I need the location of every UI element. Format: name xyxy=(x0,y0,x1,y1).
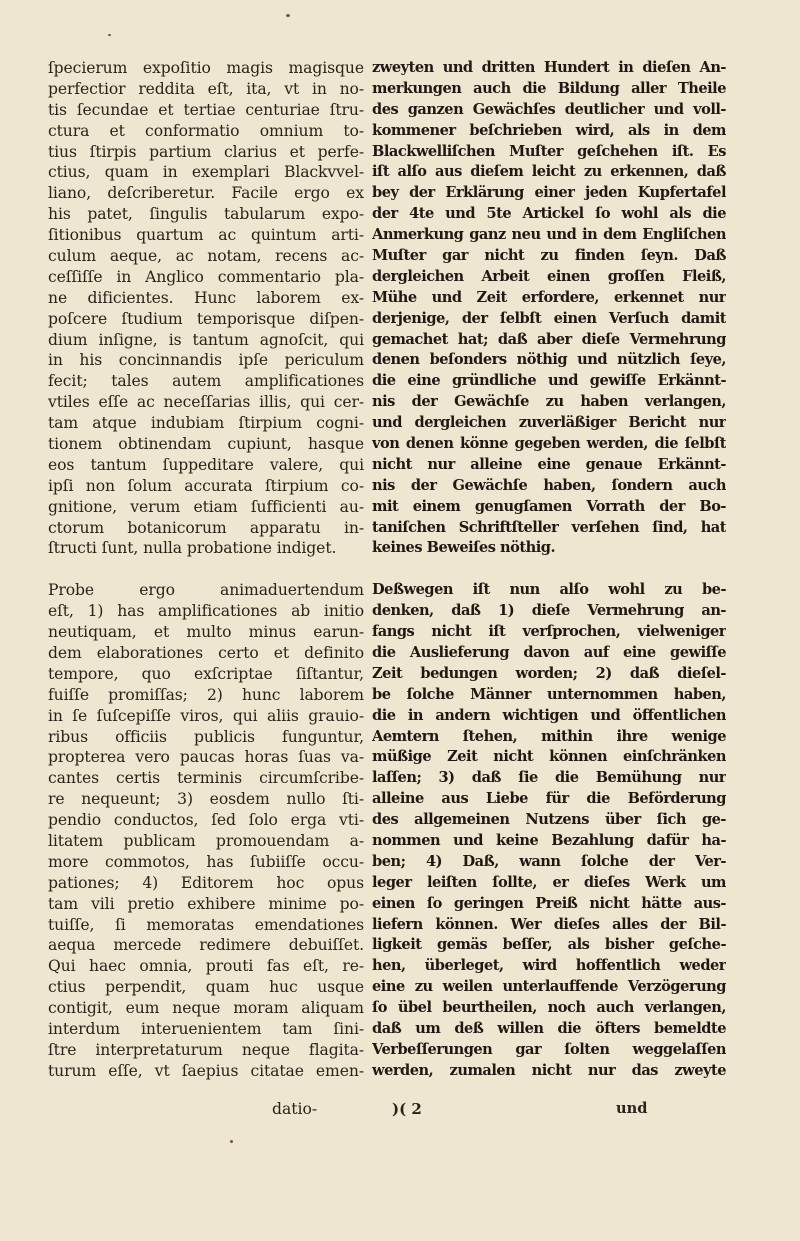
latin-column xyxy=(48,58,364,1082)
latin-line: ſtre interpretaturum neque flagita- xyxy=(48,1040,364,1059)
german-line: die Auslieferung davon auf eine gewiſſe xyxy=(372,643,726,661)
latin-line: ſpecierum expoſitio magis magisque xyxy=(48,59,364,77)
german-line: fangs nicht iſt verſprochen, vielweniger xyxy=(372,623,726,641)
latin-line: ceſſiſſe in Anglico commentario pla- xyxy=(48,267,364,286)
latin-line: his patet, ſingulis tabularum expo- xyxy=(48,205,364,224)
german-line: zweyten und dritten Hundert in dieſen An- xyxy=(372,59,726,76)
german-line: kommener beſchrieben wird, als in dem xyxy=(372,121,726,139)
latin-line: poſcere ſtudium temporisque diſpen- xyxy=(48,309,364,328)
latin-line: neutiquam, et multo minus earun- xyxy=(48,623,364,642)
german-line: merkungen auch die Bildung aller Theile xyxy=(372,79,726,97)
latin-line: ſitionibus quartum ac quintum arti- xyxy=(48,226,364,245)
german-line: ligkeit gemäs beſſer, als bisher geſche- xyxy=(372,936,726,954)
latin-line: ipſi non ſolum accurata ſtirpium co- xyxy=(48,476,364,495)
german-paragraph-2 xyxy=(372,580,726,1081)
latin-line: culum aeque, ac notam, recens ac- xyxy=(48,247,364,266)
german-line: leger leiſten ſollte, er dieſes Werk um xyxy=(372,873,726,891)
german-line: Zeit bedungen worden; 2) daß dieſel- xyxy=(372,664,726,682)
german-line: alleine aus Liebe für die Beförderung xyxy=(372,790,726,808)
german-line: nicht nur alleine eine genaue Erkännt- xyxy=(372,455,726,473)
german-line: Verbeſſerungen gar ſolten weggelaſſen xyxy=(372,1040,726,1058)
latin-line: aequa mercede redimere debuiſſet. xyxy=(48,936,364,955)
german-line: Blackwelliſchen Muſter geſchehen iſt. Es xyxy=(372,142,726,160)
german-line: iſt alſo aus dieſem leicht zu erkennen, daß xyxy=(372,163,726,181)
latin-line: propterea vero paucas horas ſuas va- xyxy=(48,748,364,767)
latin-line: eſt, 1) has amplificationes ab initio xyxy=(48,602,364,621)
german-line: der 4te und 5te Artickel ſo wohl als die xyxy=(372,205,726,223)
latin-line: dem elaborationes certo et definito xyxy=(48,643,364,662)
latin-line: cantes certis terminis circumſcribe- xyxy=(48,769,364,788)
ink-speck xyxy=(230,1140,233,1143)
latin-line: more commotos, has ſubiiſſe occu- xyxy=(48,852,364,871)
german-line: bey der Erklärung einer jeden Kupfertafel xyxy=(372,184,726,202)
ink-speck xyxy=(108,34,111,36)
german-line: Muſter gar nicht zu finden ſeyn. Daß xyxy=(372,247,726,265)
latin-line: eos tantum ſuppeditare valere, qui xyxy=(48,455,364,474)
german-line: werden, zumalen nicht nur das zweyte xyxy=(372,1061,726,1079)
german-catchword: und xyxy=(616,1100,648,1117)
german-line: Anmerkung ganz neu und in dem Engliſchen xyxy=(372,226,726,244)
german-line: denken, daß 1) dieſe Vermehrung an- xyxy=(372,602,726,620)
german-line: ſo übel beurtheilen, noch auch verlangen, xyxy=(372,999,726,1017)
german-line: derjenige, der ſelbſt einen Verſuch damit xyxy=(372,309,726,327)
latin-line: ribus officiis publicis funguntur, xyxy=(48,727,364,746)
latin-line: tam atque indubiam ſtirpium cogni- xyxy=(48,414,364,433)
german-line: dergleichen Arbeit einen groſſen Fleiß, xyxy=(372,267,726,285)
latin-line: ctius, quam in exemplari Blackvvel- xyxy=(48,163,364,182)
latin-line: tionem obtinendam cupiunt, hasque xyxy=(48,435,364,454)
latin-line: tius ſtirpis partium clarius et perfe- xyxy=(48,142,364,161)
german-line: ben; 4) Daß, wann ſolche der Ver- xyxy=(372,852,726,870)
german-line: daß um deß willen die öfters bemeldte xyxy=(372,1019,726,1037)
latin-paragraph-1 xyxy=(48,58,364,559)
german-line: des allgemeinen Nutzens über ſich ge- xyxy=(372,811,726,829)
latin-paragraph-2 xyxy=(48,580,364,1081)
german-line: gemachet hat; daß aber dieſe Vermehrung xyxy=(372,330,726,348)
german-line: taniſchen Schriftſteller verſehen ſind, hat xyxy=(372,518,726,536)
latin-line: tempore, quo exſcriptae ſiſtantur, xyxy=(48,664,364,683)
latin-line: fecit; tales autem amplificationes xyxy=(48,372,364,391)
signature-mark: )( 2 xyxy=(392,1100,422,1118)
german-line: denen beſonders nöthig und nützlich ſeye, xyxy=(372,351,726,369)
latin-line: Probe ergo animaduertendum xyxy=(48,581,364,600)
latin-line: vtiles eſſe ac neceſſarias illis, qui cer- xyxy=(48,393,364,412)
latin-line: ſtructi ſunt, nulla probatione indiget. xyxy=(48,539,337,558)
latin-line: contigit, eum neque moram aliquam xyxy=(48,999,364,1018)
latin-line: dium inſigne, is tantum agnoſcit, qui xyxy=(48,330,364,349)
german-line: nis der Gewächſe haben, ſondern auch xyxy=(372,476,726,494)
latin-line: interdum interuenientem tam ſini- xyxy=(48,1019,364,1038)
german-line: die eine gründliche und gewiſſe Erkännt- xyxy=(372,372,726,390)
latin-line: ne dificientes. Hunc laborem ex- xyxy=(48,288,364,307)
latin-line: tam vili pretio exhibere minime po- xyxy=(48,894,364,913)
latin-line: tis ſecundae et tertiae centuriae ſtru- xyxy=(48,100,364,119)
german-line: Aemtern ſtehen, mithin ihre wenige xyxy=(372,727,726,745)
latin-line: in ſe ſuſcepiſſe viros, qui aliis grauio- xyxy=(48,706,364,725)
latin-line: ctius perpendit, quam huc usque xyxy=(48,978,364,997)
latin-catchword: datio- xyxy=(272,1100,318,1118)
german-line: hen, überleget, wird hoffentlich weder xyxy=(372,957,726,975)
german-line: des ganzen Gewächſes deutlicher und voll- xyxy=(372,100,726,118)
latin-line: fuiſſe promiſſas; 2) hunc laborem xyxy=(48,685,364,704)
latin-line: ctorum botanicorum apparatu in- xyxy=(48,518,364,537)
latin-line: re nequeunt; 3) eosdem nullo ſti- xyxy=(48,790,364,809)
latin-line: pationes; 4) Editorem hoc opus xyxy=(48,873,364,892)
latin-line: liano, deſcriberetur. Facile ergo ex xyxy=(48,184,364,203)
german-line: nis der Gewächſe zu haben verlangen, xyxy=(372,393,726,411)
german-line: keines Beweiſes nöthig. xyxy=(372,539,556,557)
german-line: Mühe und Zeit erfordere, erkennet nur xyxy=(372,288,726,306)
latin-line: litatem publicam promouendam a- xyxy=(48,831,364,850)
german-paragraph-1 xyxy=(372,58,726,559)
latin-line: tuiſſe, ſi memoratas emendationes xyxy=(48,915,364,934)
german-line: von denen könne gegeben werden, die ſelbſt xyxy=(372,435,726,453)
latin-line: in his concinnandis ipſe periculum xyxy=(48,351,364,370)
latin-line: gnitione, verum etiam ſufficienti au- xyxy=(48,497,364,516)
german-line: und dergleichen zuverläßiger Bericht nur xyxy=(372,414,726,432)
latin-line: turum eſſe, vt ſaepius citatae emen- xyxy=(48,1061,364,1080)
latin-line: ctura et conformatio omnium to- xyxy=(48,121,364,140)
ink-speck xyxy=(286,14,290,17)
german-line: nommen und keine Bezahlung dafür ha- xyxy=(372,831,726,849)
german-line: laſſen; 3) daß ſie die Bemühung nur xyxy=(372,769,726,787)
german-line: müßige Zeit nicht können einſchränken xyxy=(372,748,726,766)
german-column xyxy=(372,58,726,1082)
german-line: die in andern wichtigen und öffentlichen xyxy=(372,706,726,724)
latin-line: pendio conductos, ſed ſolo erga vti- xyxy=(48,811,364,830)
german-line: be ſolche Männer unternommen haben, xyxy=(372,685,726,703)
latin-line: perfectior reddita eſt, ita, vt in no- xyxy=(48,79,364,98)
german-line: mit einem genugſamen Vorrath der Bo- xyxy=(372,497,726,515)
german-line: einen ſo geringen Preiß nicht hätte aus- xyxy=(372,894,726,912)
latin-line: Qui haec omnia, prouti fas eſt, re- xyxy=(48,957,364,976)
german-line: Deßwegen iſt nun alſo wohl zu be- xyxy=(372,581,726,599)
german-line: eine zu weilen unterlauffende Verzögerung xyxy=(372,978,726,996)
german-line: liefern können. Wer dieſes alles der Bil- xyxy=(372,915,726,933)
